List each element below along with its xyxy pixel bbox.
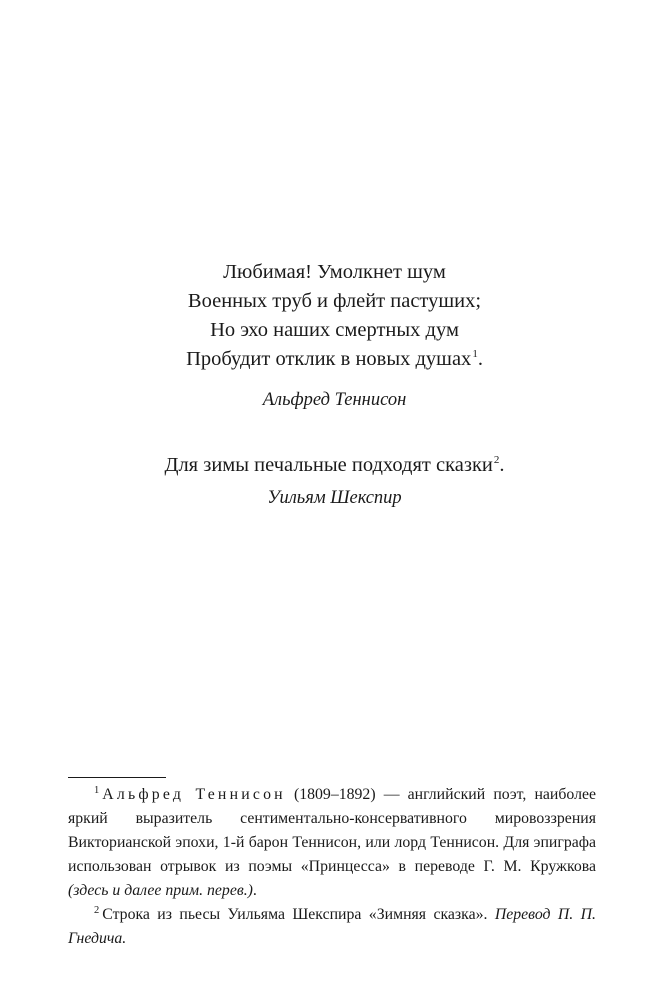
verse-line-last bbox=[0, 345, 669, 374]
verse-punctuation: . bbox=[499, 454, 505, 476]
footnote-end: . bbox=[252, 882, 257, 899]
footnote-text: (1809–1892) — английский поэт, наиболее яркий выразитель сентиментально-консервативного мировоззрения Викторианской эпохи, 1-й барон Теннисон, или лорд Теннисон. Для эпиграфа использован отрывок из поэмы «Принцесса» в переводе Г. М. Кружкова bbox=[68, 786, 596, 875]
footnote-reference: 2 bbox=[493, 454, 500, 467]
footnote-separator bbox=[68, 777, 166, 778]
footnote-number: 1 bbox=[94, 784, 100, 796]
verse-line-last bbox=[0, 451, 669, 480]
verse-line: Но эхо наших смертных дум bbox=[210, 319, 459, 341]
footnote-text: Строка из пьесы Уильяма Шекспира «Зимняя сказка». bbox=[102, 906, 495, 923]
verse-punctuation: . bbox=[477, 348, 483, 370]
epigraph-author: Альфред Теннисон bbox=[262, 390, 407, 410]
footnotes bbox=[68, 783, 596, 951]
footnote-2 bbox=[68, 903, 596, 951]
epigraph-tennyson bbox=[0, 258, 669, 415]
epigraph-author: Уильям Шекспир bbox=[267, 488, 402, 508]
verse-line: Любимая! Умолкнет шум bbox=[223, 261, 446, 283]
footnote-author-name: Альфред Теннисон bbox=[102, 786, 286, 803]
verse-line: Военных труб и флейт пастуших; bbox=[187, 290, 482, 312]
footnote-number: 2 bbox=[94, 904, 100, 916]
translator-note: (здесь и далее прим. перев.) bbox=[68, 882, 253, 899]
verse-text: Для зимы печальные подходят сказки bbox=[164, 454, 493, 476]
epigraph-shakespeare bbox=[0, 451, 669, 513]
translation-credit: Перевод П. П. Гнедича. bbox=[68, 906, 596, 947]
footnote-reference: 1 bbox=[472, 348, 478, 361]
verse-text: Пробудит отклик в новых душах bbox=[186, 348, 472, 370]
footnote-1 bbox=[68, 783, 596, 903]
